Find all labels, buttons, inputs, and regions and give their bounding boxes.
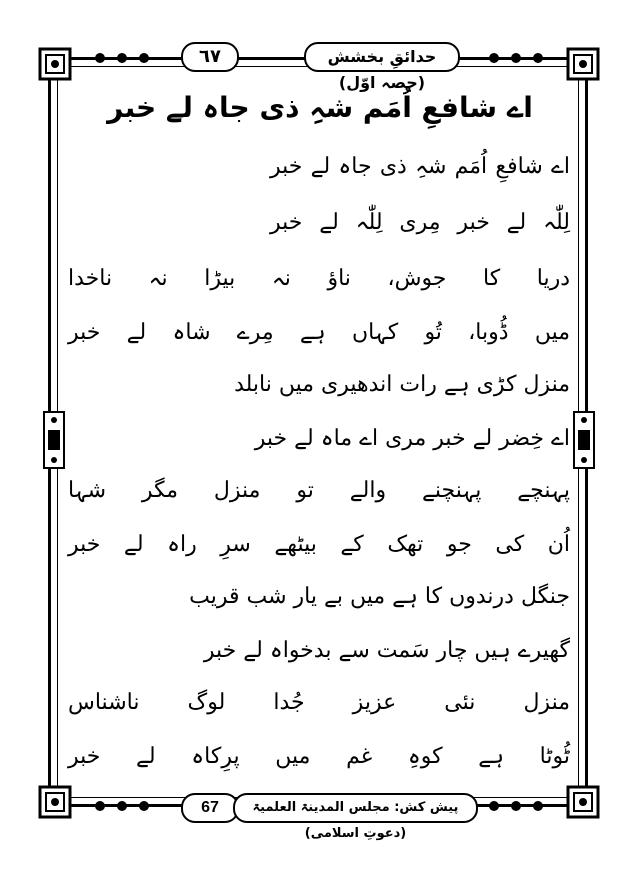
corner-ornament-icon <box>566 785 600 819</box>
verse-line: میں ڈُوبا، تُو کہاں ہے مِرے شاہ لے خبر <box>68 320 570 345</box>
footer-publisher: پیش کش: مجلس المدینۃ العلمیۃ (دعوتِ اسلامی) <box>233 793 478 823</box>
verse-line: دریا کا جوش، ناؤ نہ بیڑا نہ ناخدا <box>68 266 570 291</box>
verse-line: پہنچے پہنچنے والے تو منزل مگر شہا <box>68 478 570 503</box>
verse-line: منزل کڑی ہے رات اندھیری میں نابلد <box>234 372 570 397</box>
header-page-number: ٦٧ <box>181 42 239 72</box>
side-ornament-icon <box>42 410 66 470</box>
top-ornament-icon <box>92 50 152 66</box>
corner-ornament-icon <box>566 47 600 81</box>
verse-line: لِلّٰہ لے خبر مِری لِلّٰہ لے خبر <box>270 210 570 235</box>
bottom-ornament-icon <box>486 798 546 814</box>
corner-ornament-icon <box>38 47 72 81</box>
verse-line: اُن کی جو تھک کے بیٹھے سرِ راہ لے خبر <box>68 532 570 557</box>
corner-ornament-icon <box>38 785 72 819</box>
verse-line: گھیرے ہیں چار سَمت سے بدخواہ لے خبر <box>203 638 570 663</box>
header-book-title: حدائقِ بخشش (حصہ اوّل) <box>304 42 460 72</box>
top-ornament-icon <box>486 50 546 66</box>
verse-line: اے شافعِ اُمَم شہِ ذی جاہ لے خبر <box>270 154 570 179</box>
poem-title: اے شافعِ اُمَم شہِ ذی جاہ لے خبر <box>107 91 533 124</box>
verse-line: جنگل درندوں کا ہے میں بے یار شب قریب <box>189 584 570 609</box>
bottom-ornament-icon <box>92 798 152 814</box>
side-ornament-icon <box>572 410 596 470</box>
verse-line: اے خِضر لے خبر مری اے ماہ لے خبر <box>254 426 570 451</box>
footer-page-number: 67 <box>181 793 239 823</box>
verse-line: منزل نئی عزیز جُدا لوگ ناشناس <box>68 690 570 715</box>
verse-line: ٹُوٹا ہے کوہِ غم میں پرِکاہ لے خبر <box>68 744 570 769</box>
